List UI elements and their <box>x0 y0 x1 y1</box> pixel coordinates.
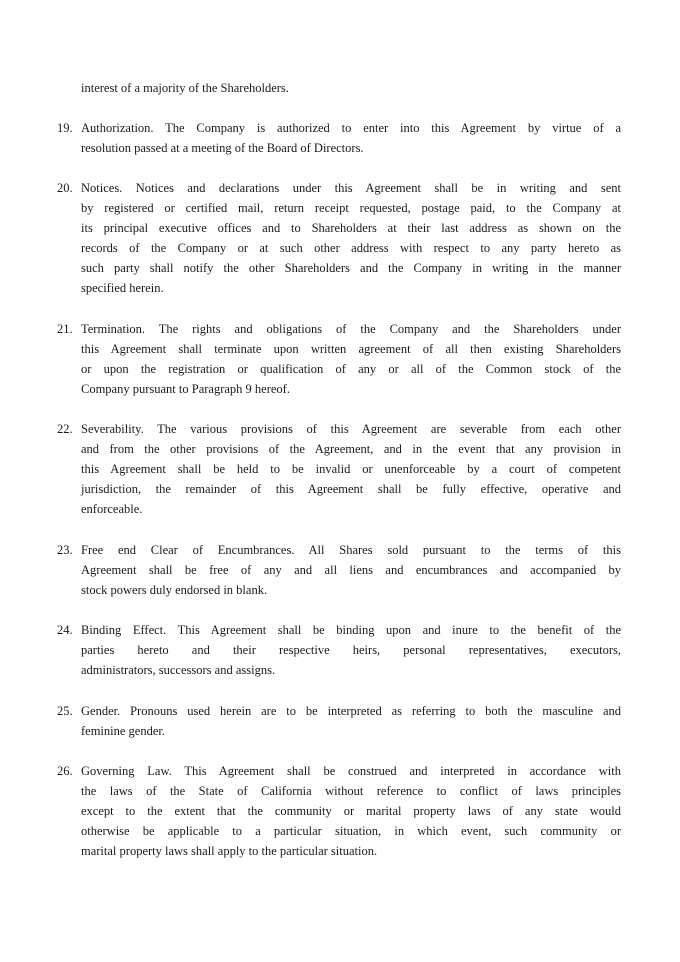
section-line: Gender. Pronouns used herein are to be interpreted as referring to both the masculine and <box>81 704 621 718</box>
section-number: 19. <box>57 121 73 135</box>
section-line: this Agreement shall be held to be invalid or unenforceable by a court of competent <box>81 462 621 476</box>
section-line: Authorization. The Company is authorized to enter into this Agreement by virtue of a <box>81 121 621 135</box>
section-line: by registered or certified mail, return receipt requested, postage paid, to the Company at <box>81 201 621 215</box>
section-line: Severability. The various provisions of this Agreement are severable from each other <box>81 422 621 436</box>
section-line: Binding Effect. This Agreement shall be binding upon and inure to the benefit of the <box>81 623 621 637</box>
section-number: 21. <box>57 322 73 336</box>
section-line: feminine gender. <box>81 724 165 738</box>
section-line: marital property laws shall apply to the particular situation. <box>81 844 378 858</box>
section-line: administrators, successors and assigns. <box>81 663 276 677</box>
section-line: this Agreement shall terminate upon written agreement of all then existing Shareholders <box>81 342 621 356</box>
section-number: 22. <box>57 422 73 436</box>
section-line: such party shall notify the other Shareholders and the Company in writing in the manner <box>81 261 621 275</box>
section-line: Termination. The rights and obligations of the Company and the Shareholders under <box>81 322 621 336</box>
section-line: its principal executive offices and to Shareholders at their last address as shown on the <box>81 221 621 235</box>
section-line: or upon the registration or qualification of any or all of the Common stock of the <box>81 362 621 376</box>
section-line: Company pursuant to Paragraph 9 hereof. <box>81 382 290 396</box>
section-number: 20. <box>57 181 73 195</box>
section-line: Notices. Notices and declarations under this Agreement shall be in writing and sent <box>81 181 621 195</box>
section-line: Agreement shall be free of any and all liens and encumbrances and accompanied by <box>81 563 621 577</box>
section-line: Free end Clear of Encumbrances. All Shares sold pursuant to the terms of this <box>81 543 621 557</box>
section-line: stock powers duly endorsed in blank. <box>81 583 268 597</box>
section-line: otherwise be applicable to a particular situation, in which event, such community or <box>81 824 621 838</box>
section-line: enforceable. <box>81 502 143 516</box>
continuation-text: interest of a majority of the Shareholders. <box>81 81 289 95</box>
section-line: resolution passed at a meeting of the Board of Directors. <box>81 141 364 155</box>
section-line: the laws of the State of California without reference to conflict of laws principles <box>81 784 621 798</box>
section-line: Governing Law. This Agreement shall be construed and interpreted in accordance with <box>81 764 621 778</box>
section-number: 25. <box>57 704 73 718</box>
section-line: except to the extent that the community or marital property laws of any state would <box>81 804 621 818</box>
section-number: 23. <box>57 543 73 557</box>
section-number: 24. <box>57 623 73 637</box>
section-number: 26. <box>57 764 73 778</box>
section-line: specified herein. <box>81 281 164 295</box>
section-line: and from the other provisions of the Agreement, and in the event that any provision in <box>81 442 621 456</box>
section-line: records of the Company or at such other address with respect to any party hereto as <box>81 241 621 255</box>
section-line: jurisdiction, the remainder of this Agreement shall be fully effective, operative and <box>81 482 621 496</box>
section-line: parties hereto and their respective heirs, personal representatives, executors, <box>81 643 621 657</box>
